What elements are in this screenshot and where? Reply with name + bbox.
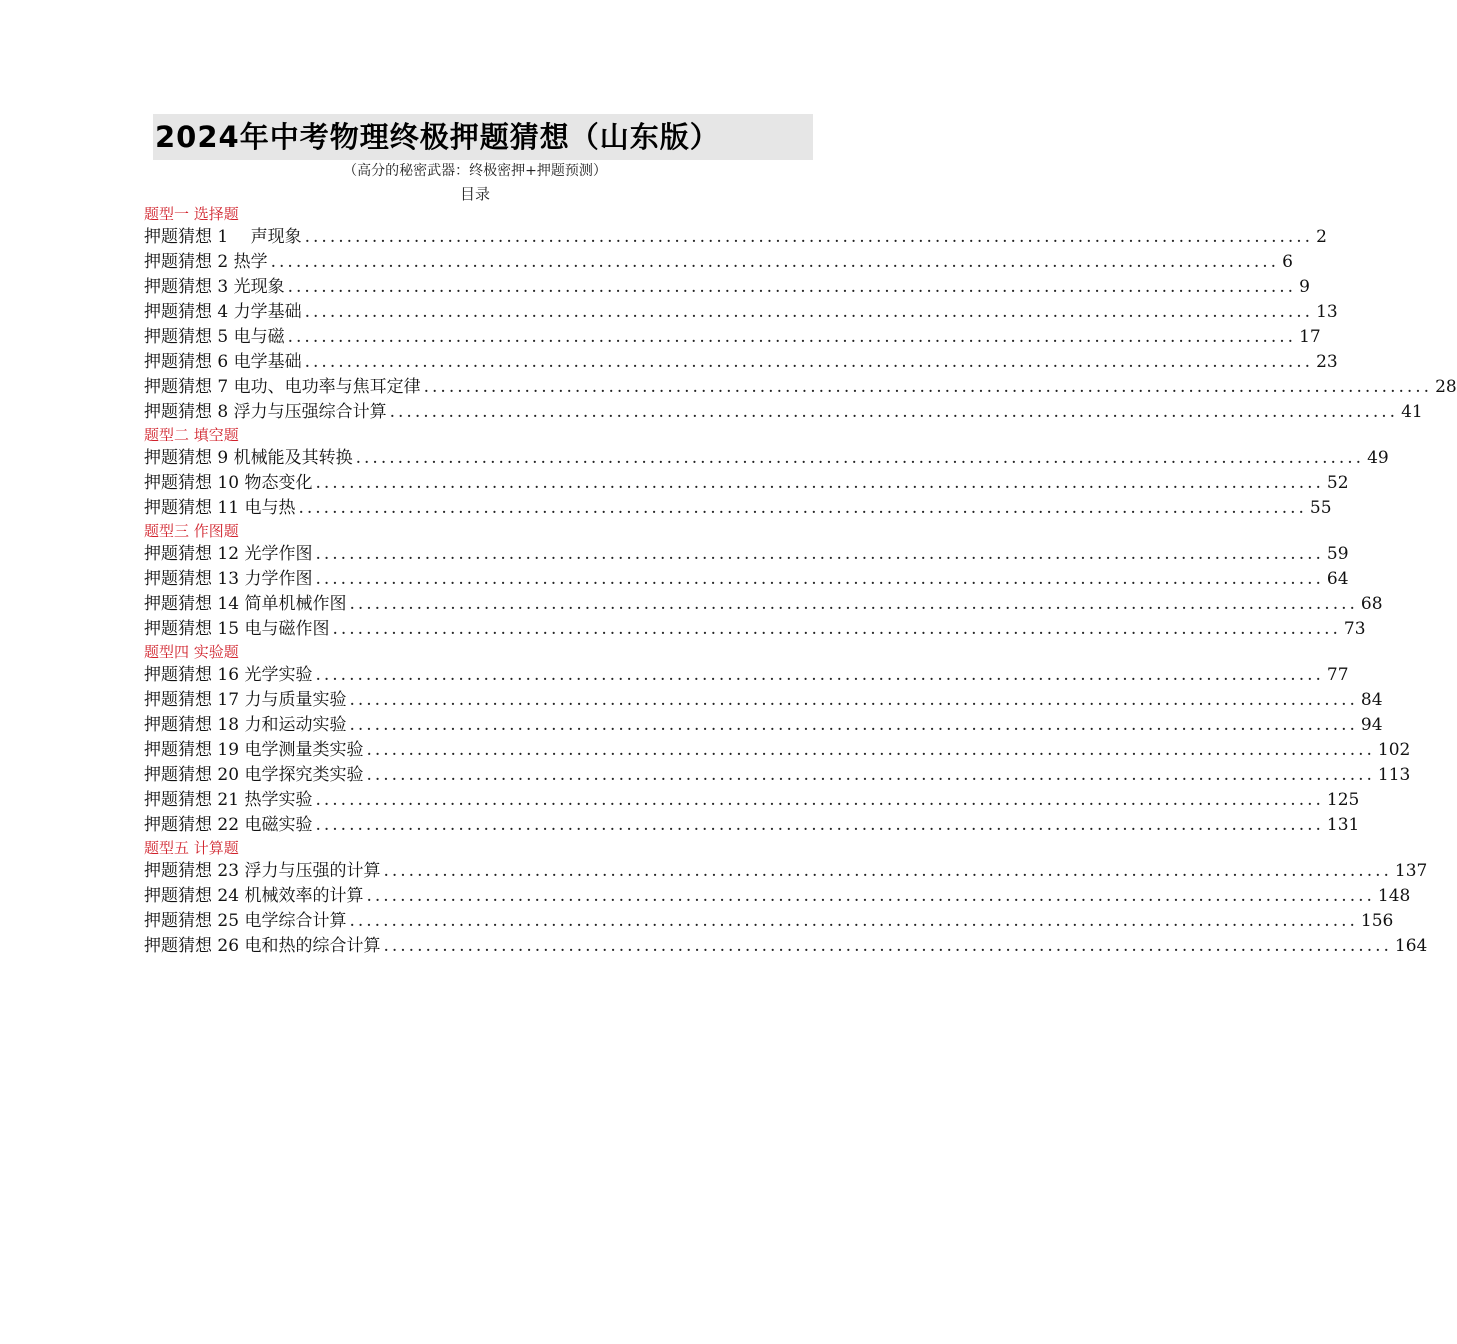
toc-entry-label: 押题猜想 11 电与热	[144, 498, 296, 518]
toc-entry[interactable]	[144, 713, 1383, 738]
toc-entry[interactable]	[144, 400, 1423, 425]
toc-entry-page-number: 113	[1377, 765, 1411, 785]
toc-entry[interactable]	[144, 567, 1349, 592]
toc-entry-label: 押题猜想 23 浮力与压强的计算	[144, 861, 381, 881]
document-title: 2024年中考物理终极押题猜想（山东版）	[155, 120, 720, 154]
toc-leader-dots: ........................................................................................................................	[304, 302, 1314, 322]
toc-entry[interactable]	[144, 350, 1338, 375]
toc-leader-dots: ........................................................................................................................	[383, 861, 1392, 881]
toc-entry-page-number: 9	[1299, 277, 1310, 297]
toc-entry-label: 押题猜想 7 电功、电功率与焦耳定律	[144, 377, 421, 397]
toc-entry[interactable]	[144, 542, 1349, 567]
toc-entry-label: 押题猜想 18 力和运动实验	[144, 715, 347, 735]
toc-entry[interactable]	[144, 934, 1428, 959]
toc-entry[interactable]	[144, 859, 1428, 884]
toc-leader-dots: ........................................................................................................................	[315, 790, 1324, 810]
toc-entry-page-number: 23	[1316, 352, 1338, 372]
toc-entry[interactable]	[144, 738, 1411, 763]
toc-entry[interactable]	[144, 663, 1349, 688]
toc-entry-label: 押题猜想 4 力学基础	[144, 302, 302, 322]
toc-entry-label: 押题猜想 9 机械能及其转换	[144, 448, 353, 468]
toc-heading: 目录	[459, 185, 490, 203]
toc-entry-label: 押题猜想 2 热学	[144, 252, 268, 272]
toc-leader-dots: ........................................................................................................................	[366, 765, 1375, 785]
toc-leader-dots: ........................................................................................................................	[423, 377, 1433, 397]
toc-entry-page-number: 94	[1360, 715, 1383, 735]
toc-leader-dots: ........................................................................................................................	[270, 252, 1280, 272]
toc-entry-page-number: 84	[1360, 690, 1383, 710]
toc-entry-page-number: 49	[1367, 448, 1389, 468]
toc-leader-dots: ........................................................................................................................	[389, 402, 1399, 422]
toc-section-heading: 题型一 选择题	[144, 205, 239, 223]
toc-entry[interactable]	[144, 884, 1411, 909]
toc-section-heading: 题型三 作图题	[144, 522, 239, 540]
toc-entry-label: 押题猜想 10 物态变化	[144, 473, 313, 493]
toc-leader-dots: ........................................................................................................................	[332, 619, 1341, 639]
toc-entry-label: 押题猜想 8 浮力与压强综合计算	[144, 402, 387, 422]
toc-entry[interactable]	[144, 592, 1383, 617]
toc-section-heading: 题型五 计算题	[144, 839, 239, 857]
toc-entry[interactable]	[144, 813, 1360, 838]
toc-leader-dots: ........................................................................................................................	[287, 327, 1297, 347]
toc-entry[interactable]	[144, 617, 1366, 642]
toc-leader-dots: ........................................................................................................................	[315, 665, 1324, 685]
toc-entry-page-number: 64	[1326, 569, 1349, 589]
toc-entry-page-number: 73	[1343, 619, 1366, 639]
toc-leader-dots: ........................................................................................................................	[383, 936, 1392, 956]
toc-entry[interactable]	[144, 250, 1293, 275]
toc-entry-label: 押题猜想 6 电学基础	[144, 352, 302, 372]
toc-entry-label: 押题猜想 17 力与质量实验	[144, 690, 347, 710]
toc-section-heading: 题型四 实验题	[144, 643, 239, 661]
toc-entry-label: 押题猜想 24 机械效率的计算	[144, 886, 364, 906]
toc-leader-dots: ........................................................................................................................	[287, 277, 1297, 297]
toc-entry[interactable]	[144, 471, 1349, 496]
toc-leader-dots: ........................................................................................................................	[349, 911, 1358, 931]
toc-leader-dots: ........................................................................................................................	[355, 448, 1365, 468]
toc-leader-dots: ........................................................................................................................	[366, 886, 1375, 906]
toc-entry-label: 押题猜想 16 光学实验	[144, 665, 313, 685]
toc-entry-page-number: 52	[1326, 473, 1349, 493]
toc-entry[interactable]	[144, 275, 1310, 300]
toc-leader-dots: ........................................................................................................................	[315, 569, 1324, 589]
toc-entry[interactable]	[144, 446, 1389, 471]
toc-entry-label: 押题猜想 3 光现象	[144, 277, 285, 297]
toc-leader-dots: ........................................................................................................................	[349, 715, 1358, 735]
toc-leader-dots: ........................................................................................................................	[349, 690, 1358, 710]
toc-entry-label: 押题猜想 20 电学探究类实验	[144, 765, 364, 785]
toc-entry-label: 押题猜想 5 电与磁	[144, 327, 285, 347]
toc-entry[interactable]	[144, 496, 1332, 521]
toc-entry[interactable]	[144, 325, 1321, 350]
toc-entry-label: 押题猜想 22 电磁实验	[144, 815, 313, 835]
toc-entry-page-number: 77	[1326, 665, 1349, 685]
toc-leader-dots: ........................................................................................................................	[315, 544, 1324, 564]
toc-entry-page-number: 156	[1360, 911, 1394, 931]
toc-entry-page-number: 6	[1282, 252, 1293, 272]
toc-leader-dots: ........................................................................................................................	[315, 473, 1324, 493]
toc-entry-page-number: 125	[1326, 790, 1360, 810]
toc-entry[interactable]	[144, 788, 1360, 813]
toc-leader-dots: ........................................................................................................................	[349, 594, 1358, 614]
table-of-contents	[144, 204, 1457, 959]
toc-leader-dots: ........................................................................................................................	[298, 498, 1307, 518]
toc-leader-dots: ........................................................................................................................	[315, 815, 1324, 835]
toc-entry-label: 押题猜想 26 电和热的综合计算	[144, 936, 381, 956]
toc-entry-page-number: 28	[1435, 377, 1457, 397]
toc-entry[interactable]	[144, 300, 1338, 325]
toc-entry-label: 押题猜想 13 力学作图	[144, 569, 313, 589]
toc-entry-label: 押题猜想 25 电学综合计算	[144, 911, 347, 931]
toc-entry[interactable]	[144, 375, 1457, 400]
toc-entry-page-number: 17	[1299, 327, 1321, 347]
toc-entry-page-number: 55	[1309, 498, 1332, 518]
toc-section-heading: 题型二 填空题	[144, 426, 239, 444]
document-subtitle: （高分的秘密武器：终极密押+押题预测）	[343, 163, 607, 179]
toc-entry-label: 押题猜想 19 电学测量类实验	[144, 740, 364, 760]
toc-entry-page-number: 68	[1360, 594, 1383, 614]
toc-entry-label: 押题猜想 12 光学作图	[144, 544, 313, 564]
toc-entry-label: 押题猜想 14 简单机械作图	[144, 594, 347, 614]
toc-entry-page-number: 137	[1394, 861, 1428, 881]
toc-leader-dots: ........................................................................................................................	[366, 740, 1375, 760]
toc-entry-label: 押题猜想 15 电与磁作图	[144, 619, 330, 639]
toc-entry-page-number: 13	[1316, 302, 1338, 322]
toc-entry[interactable]	[144, 688, 1383, 713]
toc-leader-dots: ........................................................................................................................	[304, 227, 1314, 247]
toc-entry-page-number: 164	[1394, 936, 1428, 956]
toc-entry-page-number: 148	[1377, 886, 1411, 906]
toc-entry-page-number: 41	[1401, 402, 1423, 422]
toc-entry-page-number: 131	[1326, 815, 1360, 835]
toc-leader-dots: ........................................................................................................................	[304, 352, 1314, 372]
toc-entry[interactable]	[144, 763, 1411, 788]
toc-entry-label: 押题猜想 1 声现象	[144, 227, 302, 247]
toc-entry[interactable]	[144, 225, 1327, 250]
toc-entry-label: 押题猜想 21 热学实验	[144, 790, 313, 810]
toc-entry[interactable]	[144, 909, 1394, 934]
toc-entry-page-number: 2	[1316, 227, 1327, 247]
toc-entry-page-number: 102	[1377, 740, 1411, 760]
toc-entry-page-number: 59	[1326, 544, 1349, 564]
